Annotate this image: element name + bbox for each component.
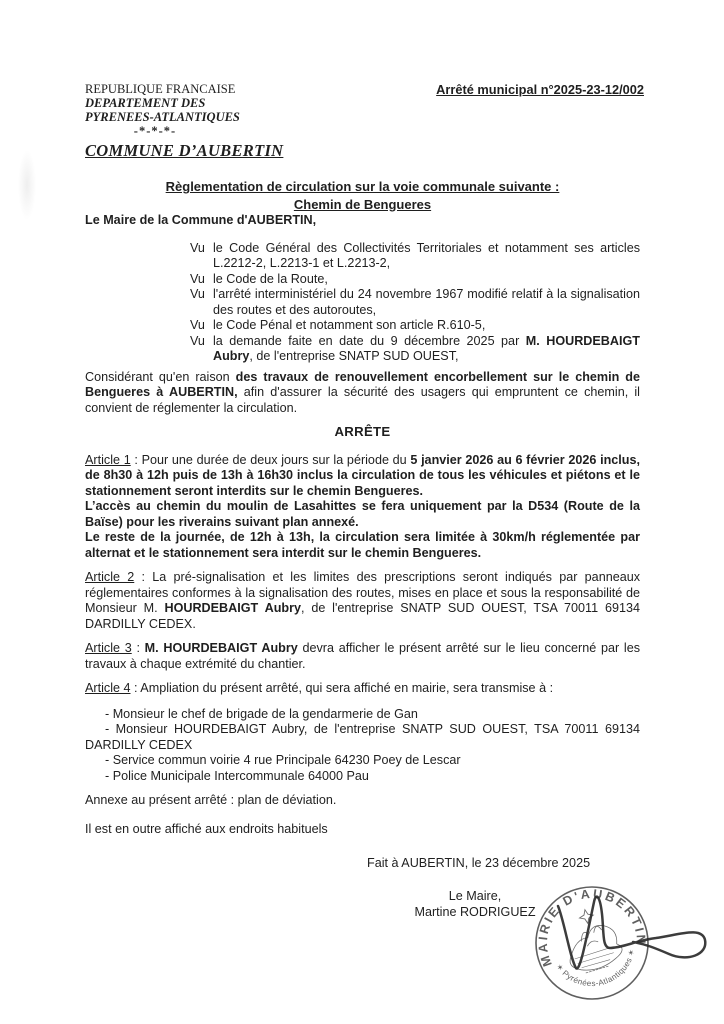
departement-line-1: DEPARTEMENT DES [85, 96, 206, 110]
vu-label: Vu [190, 333, 205, 348]
document-title [85, 178, 640, 213]
article-1-paragraph-2: L’accès au chemin du moulin de Lasahittes se fera uniquement par la D534 (Route de la Baïse) pour les riverains suivant plan annexé. [85, 499, 640, 529]
article-1-segment: : Pour une durée de deux jours sur la période du [130, 452, 411, 467]
article-4-paragraph [85, 681, 640, 697]
scan-smudge-artifact [18, 150, 36, 220]
document-header [85, 82, 644, 162]
article-2-segment: , de l'entreprise SNATP SUD OUEST, TSA 70011 69134 DARDILLY CEDEX. [85, 601, 640, 631]
vu-list [85, 241, 640, 365]
considerant-segment: afin d'assurer la sécurité des usagers qui empruntent ce chemin, il convient de réglementer la circulation. [85, 385, 640, 415]
commune-name: COMMUNE D’AUBERTIN [85, 141, 284, 160]
article-3-paragraph [85, 641, 640, 672]
signatory-title: Le Maire, [448, 888, 502, 903]
article-4-label: Article 4 [85, 681, 131, 695]
article-3-bold-segment: M. HOURDEBAIGT Aubry [144, 641, 298, 655]
republique-line: REPUBLIQUE FRANCAISE [85, 82, 236, 96]
article-1-bold-segment: 5 janvier 2026 au 6 février 2026 inclus, de 8h30 à 12h puis de 13h à 16h30 inclus la circulation de tous les véhicules et piétons et le stationnement seront interdits sur le chemin Bengueres. [85, 452, 640, 498]
article-3-segment: : [131, 641, 145, 655]
signature-graphic [538, 880, 722, 994]
recipient-item: - Service commun voirie 4 rue Principale 64230 Poey de Lescar [105, 753, 461, 767]
article-3 [85, 641, 640, 672]
vu-item [85, 318, 640, 334]
vu-text-segment: la demande faite en date du 9 décembre 2025 par [213, 333, 526, 348]
salutation: Le Maire de la Commune d'AUBERTIN, [85, 213, 317, 227]
vu-text: le Code Pénal et notamment son article R.610-5, [213, 318, 486, 332]
vu-label: Vu [190, 271, 205, 286]
vu-item [85, 287, 640, 318]
departement-line-2: PYRENEES-ATLANTIQUES [85, 110, 240, 124]
article-2-label: Article 2 [85, 570, 135, 584]
affichage-note: Il est en outre affiché aux endroits habituels [85, 821, 328, 836]
considerant-bold-segment: des travaux de renouvellement encorbellement sur le chemin de Bengueres à AUBERTIN, [85, 369, 641, 399]
vu-text-bold-segment: M. HOURDEBAIGT Aubry [213, 333, 640, 363]
article-1-paragraph-3: Le reste de la journée, de 12h à 13h, la circulation sera limitée à 30km/h réglementée par alternat et le stationnement sera interdit sur le chemin Bengueres. [85, 530, 640, 560]
vu-text-segment: , de l'entreprise SNATP SUD OUEST, [249, 349, 459, 363]
ornament-separator: -*-*-*- [133, 124, 177, 138]
article-2 [85, 570, 640, 632]
vu-label: Vu [190, 318, 205, 332]
recipient-item: - Police Municipale Intercommunale 64000 Pau [105, 768, 369, 783]
article-3-label: Article 3 [85, 641, 132, 655]
stamp-bottom-text: ✶ Pyrénées-Atlantiques ✶ [554, 947, 637, 989]
article-1-label: Article 1 [85, 452, 131, 467]
considerant-paragraph [85, 370, 640, 417]
vu-text: le Code de la Route, [213, 271, 328, 286]
considerant-segment: Considérant qu'en raison [85, 369, 236, 384]
article-2-segment: : La pré-signalisation et les limites des prescriptions seront indiqués par panneaux réglementaires conformes à la signalisation des routes, mises en place et sous la responsabilité de Monsieur M. [85, 570, 641, 615]
recipients-list [85, 707, 640, 785]
place-date-line: Fait à AUBERTIN, le 23 décembre 2025 [367, 856, 591, 870]
vu-item [85, 334, 640, 365]
vu-text [213, 334, 640, 365]
title-line-1: Règlementation de circulation sur la voie communale suivante : [165, 179, 560, 194]
handwritten-signature [538, 880, 722, 994]
article-2-bold-segment: HOURDEBAIGT Aubry [164, 601, 301, 615]
recipient-item: - Monsieur le chef de brigade de la gendarmerie de Gan [105, 706, 418, 721]
signatory-name: Martine RODRIGUEZ [414, 905, 536, 919]
arrete-heading: ARRÊTE [334, 424, 391, 439]
article-1 [85, 453, 640, 562]
article-4-segment: : Ampliation du présent arrêté, qui sera affiché en mairie, sera transmise à : [130, 681, 554, 695]
vu-text: l'arrêté interministériel du 24 novembre 1967 modifié relatif à la signalisation des routes et des autoroutes, [213, 287, 640, 317]
signature-stroke [558, 897, 705, 969]
stamp-top-text: MAIRIE D'AUBERTIN [535, 886, 649, 969]
vu-item [85, 272, 640, 288]
vu-text: le Code Général des Collectivités Territoriales et notamment ses articles L.2212-2, L.2213-1 et L.2213-2, [213, 240, 640, 270]
decree-reference: Arrêté municipal n°2025-23-12/002 [436, 82, 644, 97]
title-line-2: Chemin de Bengueres [293, 196, 432, 212]
recipient-item: - Monsieur HOURDEBAIGT Aubry, de l'entreprise SNATP SUD OUEST, TSA 70011 69134 DARDILLY CEDEX [85, 722, 640, 752]
vu-label: Vu [190, 287, 205, 301]
annexe-note: Annexe au présent arrêté : plan de déviation. [85, 793, 337, 807]
vu-label: Vu [190, 240, 205, 255]
vu-item [85, 241, 640, 272]
article-2-paragraph [85, 570, 640, 632]
article-1-paragraph-1 [85, 453, 640, 500]
article-3-segment: devra afficher le présent arrêté sur le lieu concerné par les travaux à chaque extrémité du chantier. [85, 641, 640, 671]
article-4 [85, 681, 640, 697]
